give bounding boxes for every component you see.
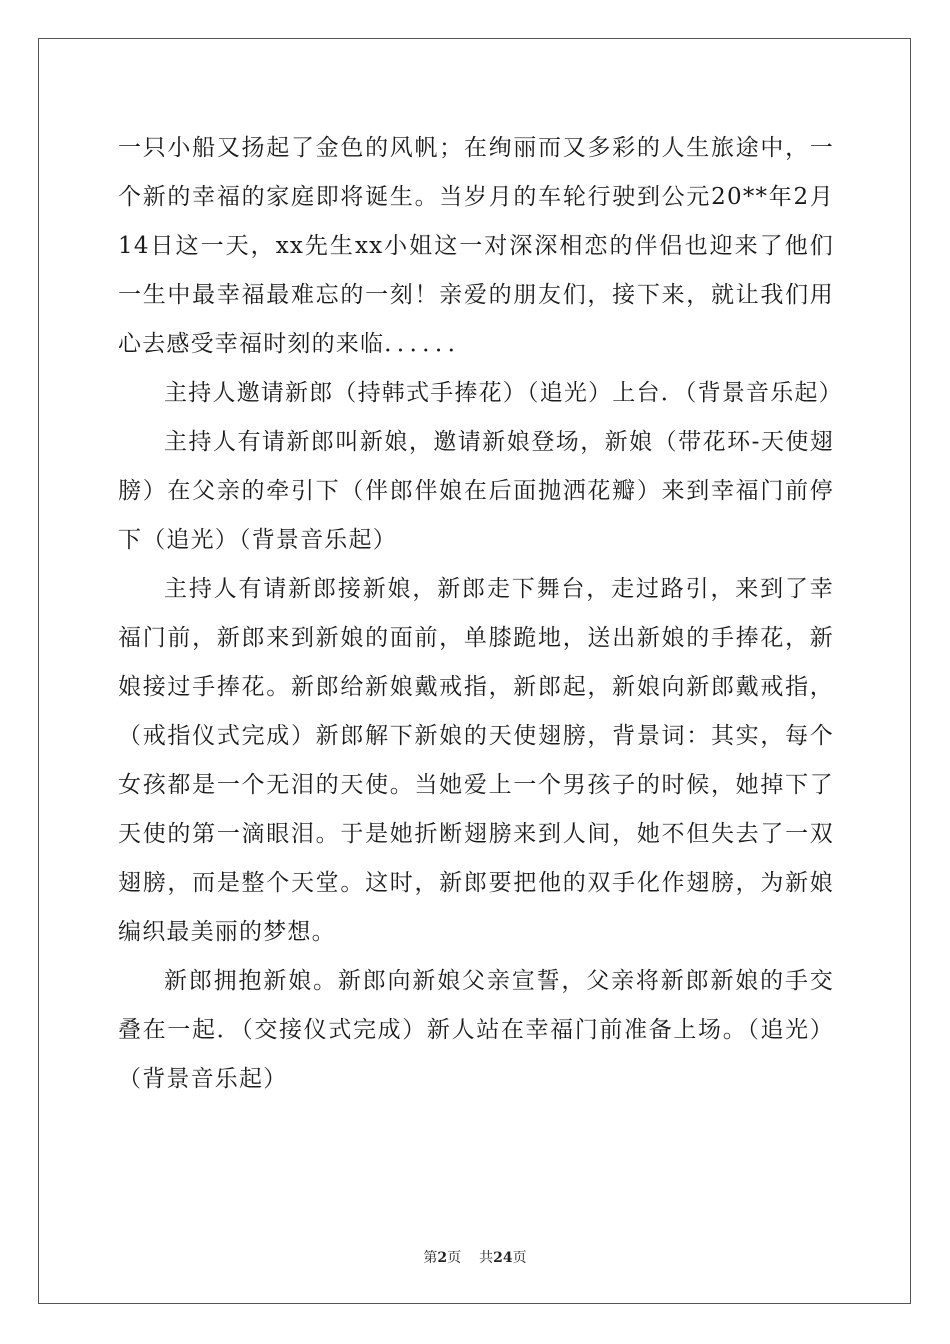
paragraph-4: 主持人有请新郎接新娘，新郎走下舞台，走过路引，来到了幸福门前，新郎来到新娘的面前，单膝跪地，送出新娘的手捧花，新娘接过手捧花。新郎给新娘戴戒指，新郎起，新娘向新郎戴戒指，（戒指仪式完成）新郎解下新娘的天使翅膀，背景词：其实，每个女孩都是一个无泪的天使。当她爱上一个男孩子的时候，她掉下了天使的第一滴眼泪。于是她折断翅膀来到人间，她不但失去了一双翅膀，而是整个天堂。这时，新郎要把他的双手化作翅膀，为新娘编织最美丽的梦想。 xyxy=(118,576,834,945)
page-footer xyxy=(0,1247,950,1267)
paragraph-1: 一只小船又扬起了金色的风帆；在绚丽而又多彩的人生旅途中，一个新的幸福的家庭即将诞生。当岁月的车轮行驶到公元20**年2月14日这一天，xx先生xx小姐这一对深深相恋的伴侣也迎来了他们一生中最幸福最难忘的一刻！亲爱的朋友们，接下来，就让我们用心去感受幸福时刻的来临．．．．．． xyxy=(118,135,834,357)
paragraph-2: 主持人邀请新郎（持韩式手捧花）（追光）上台．（背景音乐起） xyxy=(164,380,843,406)
page-suffix: 页 xyxy=(447,1250,462,1266)
total-suffix: 页 xyxy=(512,1250,527,1266)
paragraph-5: 新郎拥抱新娘。新郎向新娘父亲宣誓，父亲将新郎新娘的手交叠在一起．（交接仪式完成）新人站在幸福门前准备上场。（追光）（背景音乐起） xyxy=(118,968,834,1092)
paragraph-3: 主持人有请新郎叫新娘，邀请新娘登场，新娘（带花环-天使翅膀）在父亲的牵引下（伴郎伴娘在后面抛洒花瓣）来到幸福门前停下（追光）（背景音乐起） xyxy=(118,429,834,553)
document-body xyxy=(118,124,843,1104)
total-prefix: 共 xyxy=(479,1250,494,1266)
page-prefix: 第 xyxy=(423,1250,438,1266)
total-pages: 24 xyxy=(493,1250,513,1266)
page-number: 2 xyxy=(437,1250,448,1266)
